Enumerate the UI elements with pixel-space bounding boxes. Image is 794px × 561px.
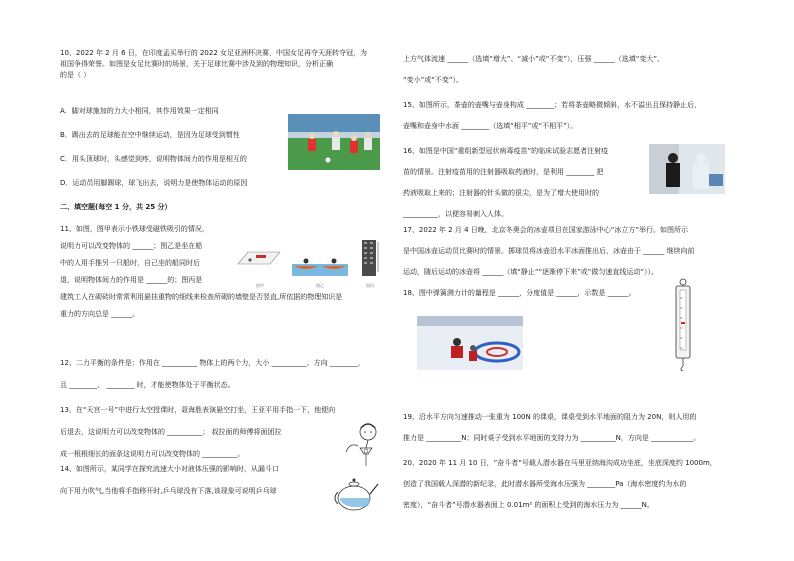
q15-line-2: 壶嘴和壶身中水面 ________（选填“相平”或“不相平”）。 <box>403 122 578 130</box>
question-17 <box>403 225 733 278</box>
q20-line-1: 20、2020 年 11 月 10 日，“奋斗者”号载人潜水器在马里亚纳海沟成功坐底，坐底深度约 1000m， <box>403 459 717 467</box>
question-19 <box>403 412 733 444</box>
section-2-heading <box>60 202 390 213</box>
q14-line-1: 14、如图所示，某同学在探究流速大小对液体压强的影响时，从漏斗口 <box>60 465 279 473</box>
q19-line-1: 19、沿水平方向匀速推动一张重为 100N 的课桌，课桌受到水平地面的阻力为 20N，则人用的 <box>403 413 697 421</box>
section-2-text: 二、填空题(每空 1 分，共 25 分） <box>60 203 172 211</box>
football-photo <box>288 114 380 170</box>
q16-line-2: 苗的情景。注射疫苗用的注射器吸取药液时，是利用 ________ 把 <box>403 168 604 176</box>
magnet-figure <box>236 246 282 272</box>
teapot-figure <box>332 472 380 512</box>
q20-line-2: 创造了我国载人深潜的新纪录，此时潜水器所受海水压强为 ________Pa（海水密度约为水的 <box>403 480 687 488</box>
q16-line-4: __________，以便容易刺入人体。 <box>403 210 508 218</box>
question-15 <box>403 100 733 132</box>
option-b-text: B．踢出去的足球能在空中继续运动，是因为足球受到惯性 <box>60 131 240 139</box>
q15-line-1: 15、如图所示，茶壶的壶嘴与壶身构成 ________；若将茶壶略微倾斜，水不溢出且保持静止后， <box>403 101 702 109</box>
q11-line-5: 建筑工人在砌砖时常常利用悬挂重物的细线来检查所砌的墙壁是否竖直,所依据的物理知识是 <box>60 293 343 301</box>
funnel-figure <box>336 422 386 470</box>
q17-line-2: 是中国冰壶运动员比赛时的情景。掷球员将冰壶沿水平冰面推出后，冰壶由于 ______ 继续向前 <box>403 247 695 255</box>
option-d-text: D．运动员用脚踢球，球飞出去，说明力是使物体运动的原因 <box>60 179 248 187</box>
q11-line-3: 中的人用手推另一只船时，自己坐的船同时后 <box>60 259 200 267</box>
q18-line-1: 18、图中弹簧测力计的量程是 ______，分度值是 ______，示数是 ______。 <box>403 289 636 297</box>
caption-fig-c: 图丙 <box>366 283 374 288</box>
q12-line-2: 且 ________、 ________ 时，才能使物体处于平衡状态。 <box>60 381 235 389</box>
q14b-line-1: 上方气体流速 ______（选填“增大”、“减小”或“不变”），压强 ______（选填“变大”、 <box>403 55 664 63</box>
q10-line-3: 的是（ ） <box>60 71 91 79</box>
q11-line-2: 说明力可以改变物体的 ______；图乙是坐在船 <box>60 242 203 250</box>
boat-figure <box>292 254 348 276</box>
q14b-line-2: “变小”或“不变”）。 <box>403 76 464 84</box>
q10-option-d <box>60 178 390 189</box>
option-c-text: C．用头顶球时，头感觉到疼，说明物体间力的作用是相互的 <box>60 155 247 163</box>
question-20 <box>403 458 733 511</box>
q13-line-3: 成一根根细长的面条这说明力可以改变物体的 __________。 <box>60 450 245 458</box>
q10-line-2: 祖国争得荣誉。如图是女足比赛时的场景，关于足球比赛中涉及到的物理知识，分析正确 <box>60 60 333 68</box>
q20-line-3: 密度），“奋斗者”号潜水器表面上 0.01m² 的面积上受到的海水压力为 ______N。 <box>403 501 654 509</box>
q11-line-6: 重力的方向总是 ______。 <box>60 310 140 318</box>
q17-line-1: 17、2022 年 2 月 4 日晚，北京冬奥会的冰壶项目在国家游泳中心“冰立方”举行。如图所示 <box>403 226 689 234</box>
caption-fig-b: 图乙 <box>316 283 324 288</box>
q10-line-1: 10、2022 年 2 月 6 日，在印度孟买举行的 2022 女足亚洲杯决赛，中国女足再夺天涯转夺冠，为 <box>60 49 368 57</box>
q13-line-2: 后退去，这说明力可以改变物体的 __________； 叔拉面的师傅将面团拉 <box>60 428 282 436</box>
q12-line-1: 12、二力平衡的条件是：作用在 __________ 物体上的两个力，大小 __________、方向 ________， <box>60 359 365 367</box>
q11-line-1: 11、如图，图甲表示小铁球受磁铁吸引的情况， <box>60 225 209 233</box>
spring-scale-figure <box>671 278 695 372</box>
question-12 <box>60 358 390 391</box>
q14-line-2: 向下用力吹气,当他将手指移开时,乒乓球没有下落,该现象可说明乒乓球 <box>60 487 277 495</box>
option-a-text: A．脚对球施加的力大小相同，其作用效果一定相同 <box>60 107 219 115</box>
curling-photo <box>417 316 523 370</box>
q16-line-3: 药液吸取上来的；注射器的针头做的很尖，是为了增大使用时的 <box>403 189 599 197</box>
building-figure <box>360 238 380 276</box>
q16-line-1: 16、如图是中国“重组新型冠状病毒疫苗”的临床试验志愿者注射疫 <box>403 147 609 155</box>
q17-line-3: 运动，随后运动的冰壶将 ______（填“静止”“逐渐停下来”或“做匀速直线运动”））。 <box>403 268 658 276</box>
caption-fig-a: 图甲 <box>256 283 264 288</box>
question-10 <box>60 48 390 81</box>
q13-line-1: 13、在“天宫一号”中进行太空授课时，聂海胜表演悬空打坐，王亚平用手指一下，他便向 <box>60 406 336 414</box>
question-14-continued <box>403 54 733 86</box>
q19-line-2: 推力是 __________N；同时桌子受到水平地面的支持力为 __________N，方向是 ____________。 <box>403 434 701 442</box>
vaccine-photo <box>649 144 725 194</box>
q11-line-4: 退，说明物体间力的作用是 ______的；图丙是 <box>60 276 203 284</box>
